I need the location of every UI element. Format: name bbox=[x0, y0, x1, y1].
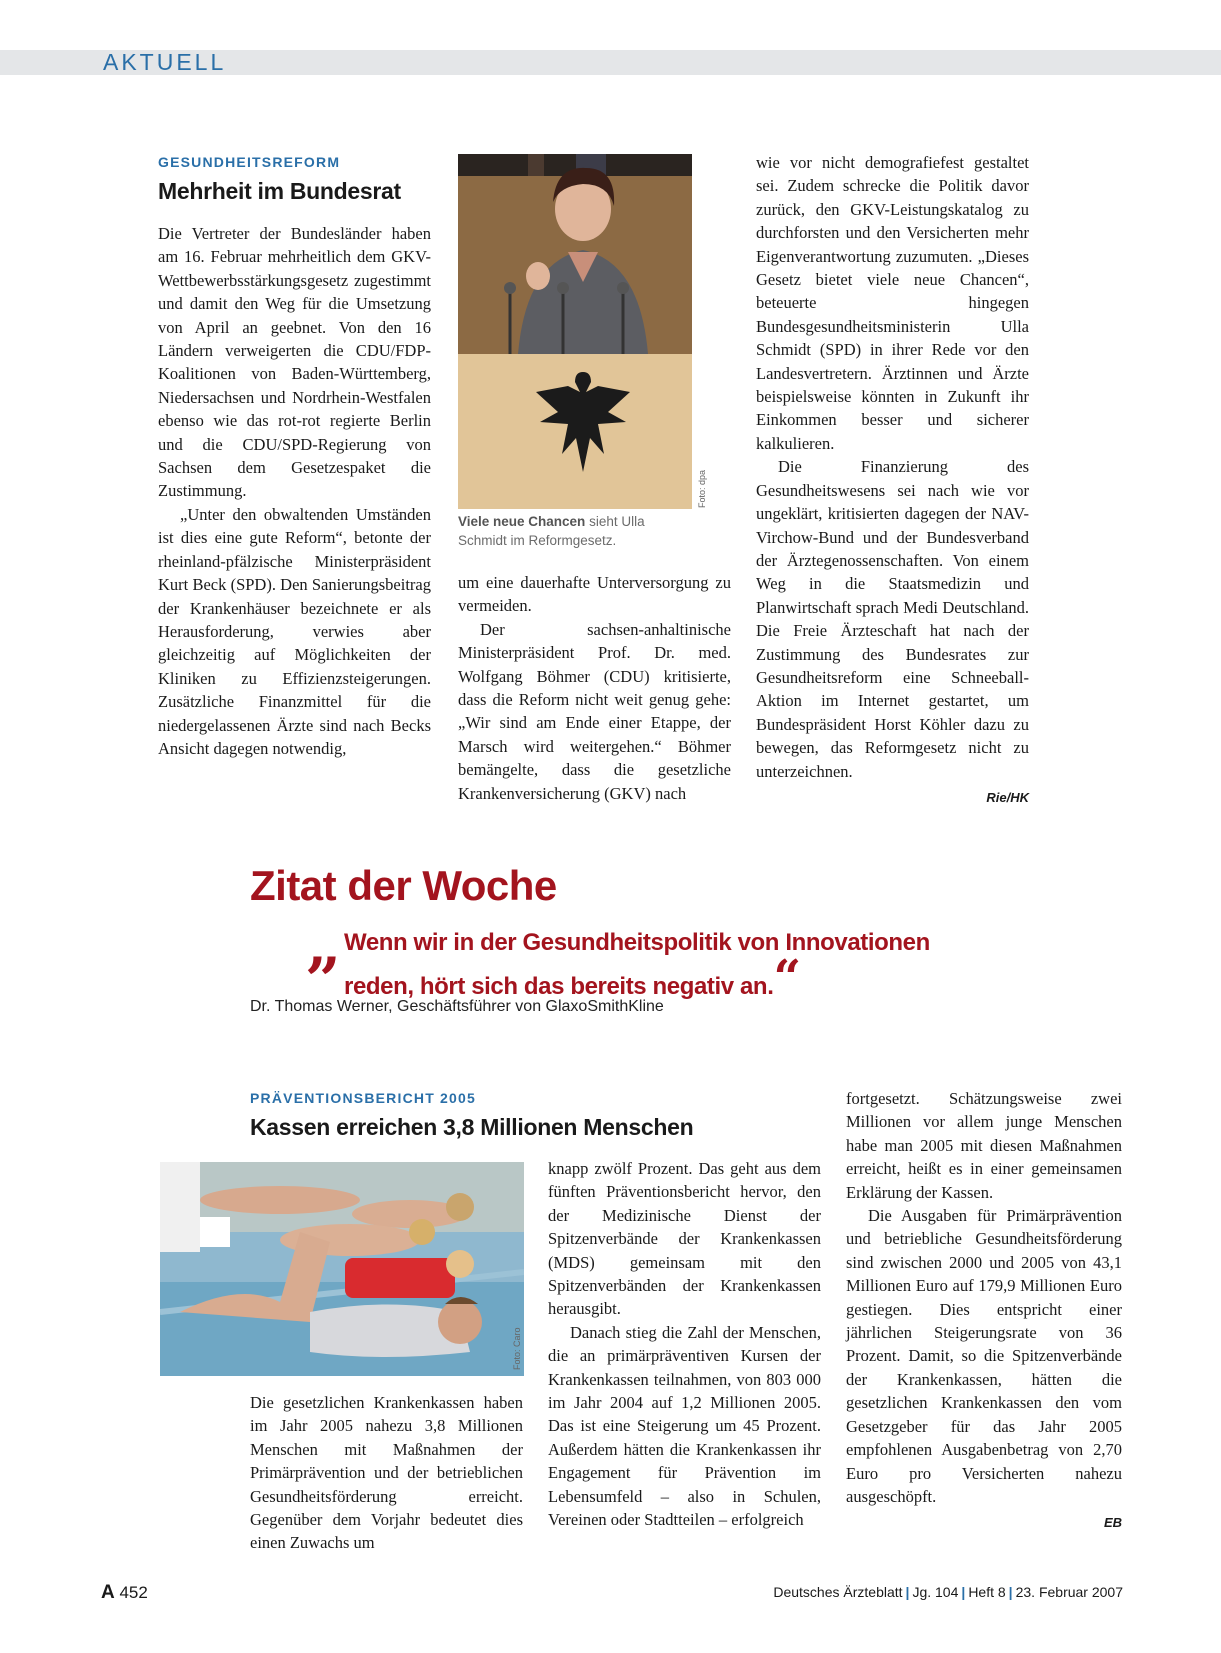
paragraph: fortgesetzt. Schätzungsweise zwei Millionen vor allem junge Menschen habe man 2005 mit diesen Maßnahmen erreicht, heißt es in einer gemeinsamen Erklärung der Kassen. bbox=[846, 1089, 1122, 1202]
article2-headline: Kassen erreichen 3,8 Millionen Menschen bbox=[250, 1114, 694, 1140]
paragraph: knapp zwölf Prozent. Das geht aus dem fünften Präventionsbericht hervor, den der Medizinische Dienst der Spitzenverbände der Krankenkassen (MDS) gemeinsam mit den Spitzenverbänden der Krankenkassen herausgibt. bbox=[548, 1159, 821, 1319]
quote-body: Wenn wir in der Gesundheitspolitik von Innovationen reden, hört sich das bereits negativ an. bbox=[344, 929, 930, 1000]
journal-volume: Jg. 104 bbox=[912, 1584, 959, 1600]
article1-column-3 bbox=[756, 151, 1029, 809]
photo-credit: Foto: Caro bbox=[512, 1327, 522, 1370]
article2-kicker: PRÄVENTIONSBERICHT 2005 bbox=[250, 1090, 476, 1106]
paragraph: um eine dauerhafte Unterversorgung zu vermeiden. bbox=[458, 573, 731, 616]
article2-column-3 bbox=[846, 1087, 1122, 1535]
page-number-value: 452 bbox=[119, 1583, 148, 1602]
paragraph: Die Ausgaben für Primärprävention und betriebliche Gesundheitsförderung sind zwischen 2000 und 2005 von 43,1 Millionen Euro auf 179,9 Millionen Euro gestiegen. Dies entspricht einer jährlichen Steigerungsrate von 36 Prozent. Damit, so die Spitzenverbände der Krankenkassen, hätten die gesetzlichen Krankenkassen den vom Gesetzgeber für das Jahr 2005 empfohlenen Ausgabenbetrag von 2,70 Euro pro Versicherten nahezu ausgeschöpft. bbox=[846, 1206, 1122, 1506]
article2-photo bbox=[160, 1162, 524, 1376]
politician-at-lectern-image bbox=[458, 154, 692, 509]
article1-column-2 bbox=[458, 571, 731, 805]
paragraph: „Unter den obwaltenden Umständen ist dies eine gute Reform“, betonte der rheinland-pfälzische Ministerpräsident Kurt Beck (SPD). Den Sanierungsbeitrag der Krankenhäuser bezeichnete er als Herausforderung, verwies aber gleichzeitig auf Möglichkeiten der Kliniken zu Effizienzsteigerungen. Zusätzliche Finanzmittel für die niedergelassenen Ärzte sind nach Becks Ansicht dagegen notwendig, bbox=[158, 504, 431, 758]
journal-issue: Heft 8 bbox=[968, 1584, 1006, 1600]
publication-date: 23. Februar 2007 bbox=[1015, 1584, 1123, 1600]
paragraph: Die Finanzierung des Gesundheitswesens sei nach wie vor ungeklärt, kritisierten dagegen der NAV-Virchow-Bund und der Bundesverband der Ärztegenossenschaften. Von einem Weg in die Staatsmedizin und Planwirtschaft sprach Medi Deutschland. Die Freie Ärzteschaft hat nach der Zustimmung des Bundesrates zur Gesundheitsreform eine Schneeball-Aktion im Internet gestartet, um Bundespräsident Horst Köhler dazu zu bewegen, das Reformgesetz nicht zu unterzeichnen. bbox=[756, 457, 1029, 781]
article1-column-1 bbox=[158, 222, 431, 760]
caption-text: sieht Ulla Schmidt im Reformgesetz. bbox=[458, 514, 645, 548]
paragraph: Der sachsen-anhaltinische Ministerpräsident Prof. Dr. med. Wolfgang Böhmer (CDU) kritisierte, dass die Reform nicht weit genug gehe: „Wir sind am Ende einer Etappe, der Marsch wird weitergehen.“ Böhmer bemängelte, dass die gesetzliche Krankenversicherung (GKV) nach bbox=[458, 619, 731, 803]
article2-column-1 bbox=[250, 1391, 523, 1555]
article1-photo bbox=[458, 154, 692, 509]
article1-kicker: GESUNDHEITSREFORM bbox=[158, 154, 341, 170]
article1-caption bbox=[458, 512, 694, 550]
photo-credit: Foto: dpa bbox=[697, 469, 707, 508]
article1-headline: Mehrheit im Bundesrat bbox=[158, 178, 401, 204]
fitness-class-image bbox=[160, 1162, 524, 1376]
author-signature: EB bbox=[1103, 1515, 1122, 1531]
section-label: AKTUELL bbox=[103, 49, 227, 75]
paragraph: Die Vertreter der Bundesländer haben am 16. Februar mehrheitlich dem GKV-Wettbewerbsstärkungsgesetz zugestimmt und damit den Weg für die Umsetzung von April an geebnet. Von den 16 Ländern verweigerten die CDU/FDP-Koalitionen von Baden-Württemberg, Niedersachsen und Nordrhein-Westfalen ebenso wie das rot-rot regierte Berlin und die CDU/SPD-Regierung von Sachsen dem Gesetzespaket die Zustimmung. bbox=[158, 224, 431, 501]
quote-close-mark: “ bbox=[773, 950, 801, 1006]
article2-column-2 bbox=[548, 1157, 821, 1532]
caption-lead: Viele neue Chancen bbox=[458, 514, 586, 529]
page-prefix: A bbox=[101, 1582, 115, 1603]
page-number bbox=[101, 1582, 148, 1604]
journal-name: Deutsches Ärzteblatt bbox=[773, 1584, 903, 1600]
footer-publication-info: Deutsches Ärzteblatt | Jg. 104 | Heft 8 | 23. Februar 2007 bbox=[773, 1584, 1123, 1600]
quote-text bbox=[344, 928, 984, 1006]
paragraph: Danach stieg die Zahl der Menschen, die an primärpräventiven Kursen der Krankenkassen teilnahmen, von 803 000 im Jahr 2004 auf 1,2 Millionen 2005. Das ist eine Steigerung um 45 Prozent. Außerdem hätten die Krankenkassen ihr Engagement für Prävention im Lebensumfeld – also in Schulen, Vereinen oder Stadtteilen – erfolgreich bbox=[548, 1322, 821, 1530]
author-signature: Rie/HK bbox=[986, 789, 1029, 805]
paragraph: Die gesetzlichen Krankenkassen haben im Jahr 2005 nahezu 3,8 Millionen Menschen mit Maßnahmen der Primärprävention und der betrieblichen Gesundheitsförderung erreicht. Gegenüber dem Vorjahr bedeutet dies einen Zuwachs um bbox=[250, 1393, 523, 1553]
quote-attribution: Dr. Thomas Werner, Geschäftsführer von GlaxoSmithKline bbox=[250, 998, 664, 1015]
paragraph: wie vor nicht demografiefest gestaltet sei. Zudem schrecke die Politik davor zurück, den GKV-Leistungskatalog zu durchforsten und den Versicherten mehr Eigenverantwortung zuzumuten. „Dieses Gesetz bietet viele neue Chancen“, beteuerte hingegen Bundesgesundheitsministerin Ulla Schmidt (SPD) in ihrer Rede vor den Landesvertretern. Ärztinnen und Ärzte beispielsweise könnten in Zukunft ihr Einkommen besser und sicherer kalkulieren. bbox=[756, 153, 1029, 453]
quote-open-mark: „ bbox=[306, 908, 342, 981]
quote-of-the-week-title: Zitat der Woche bbox=[250, 862, 557, 909]
